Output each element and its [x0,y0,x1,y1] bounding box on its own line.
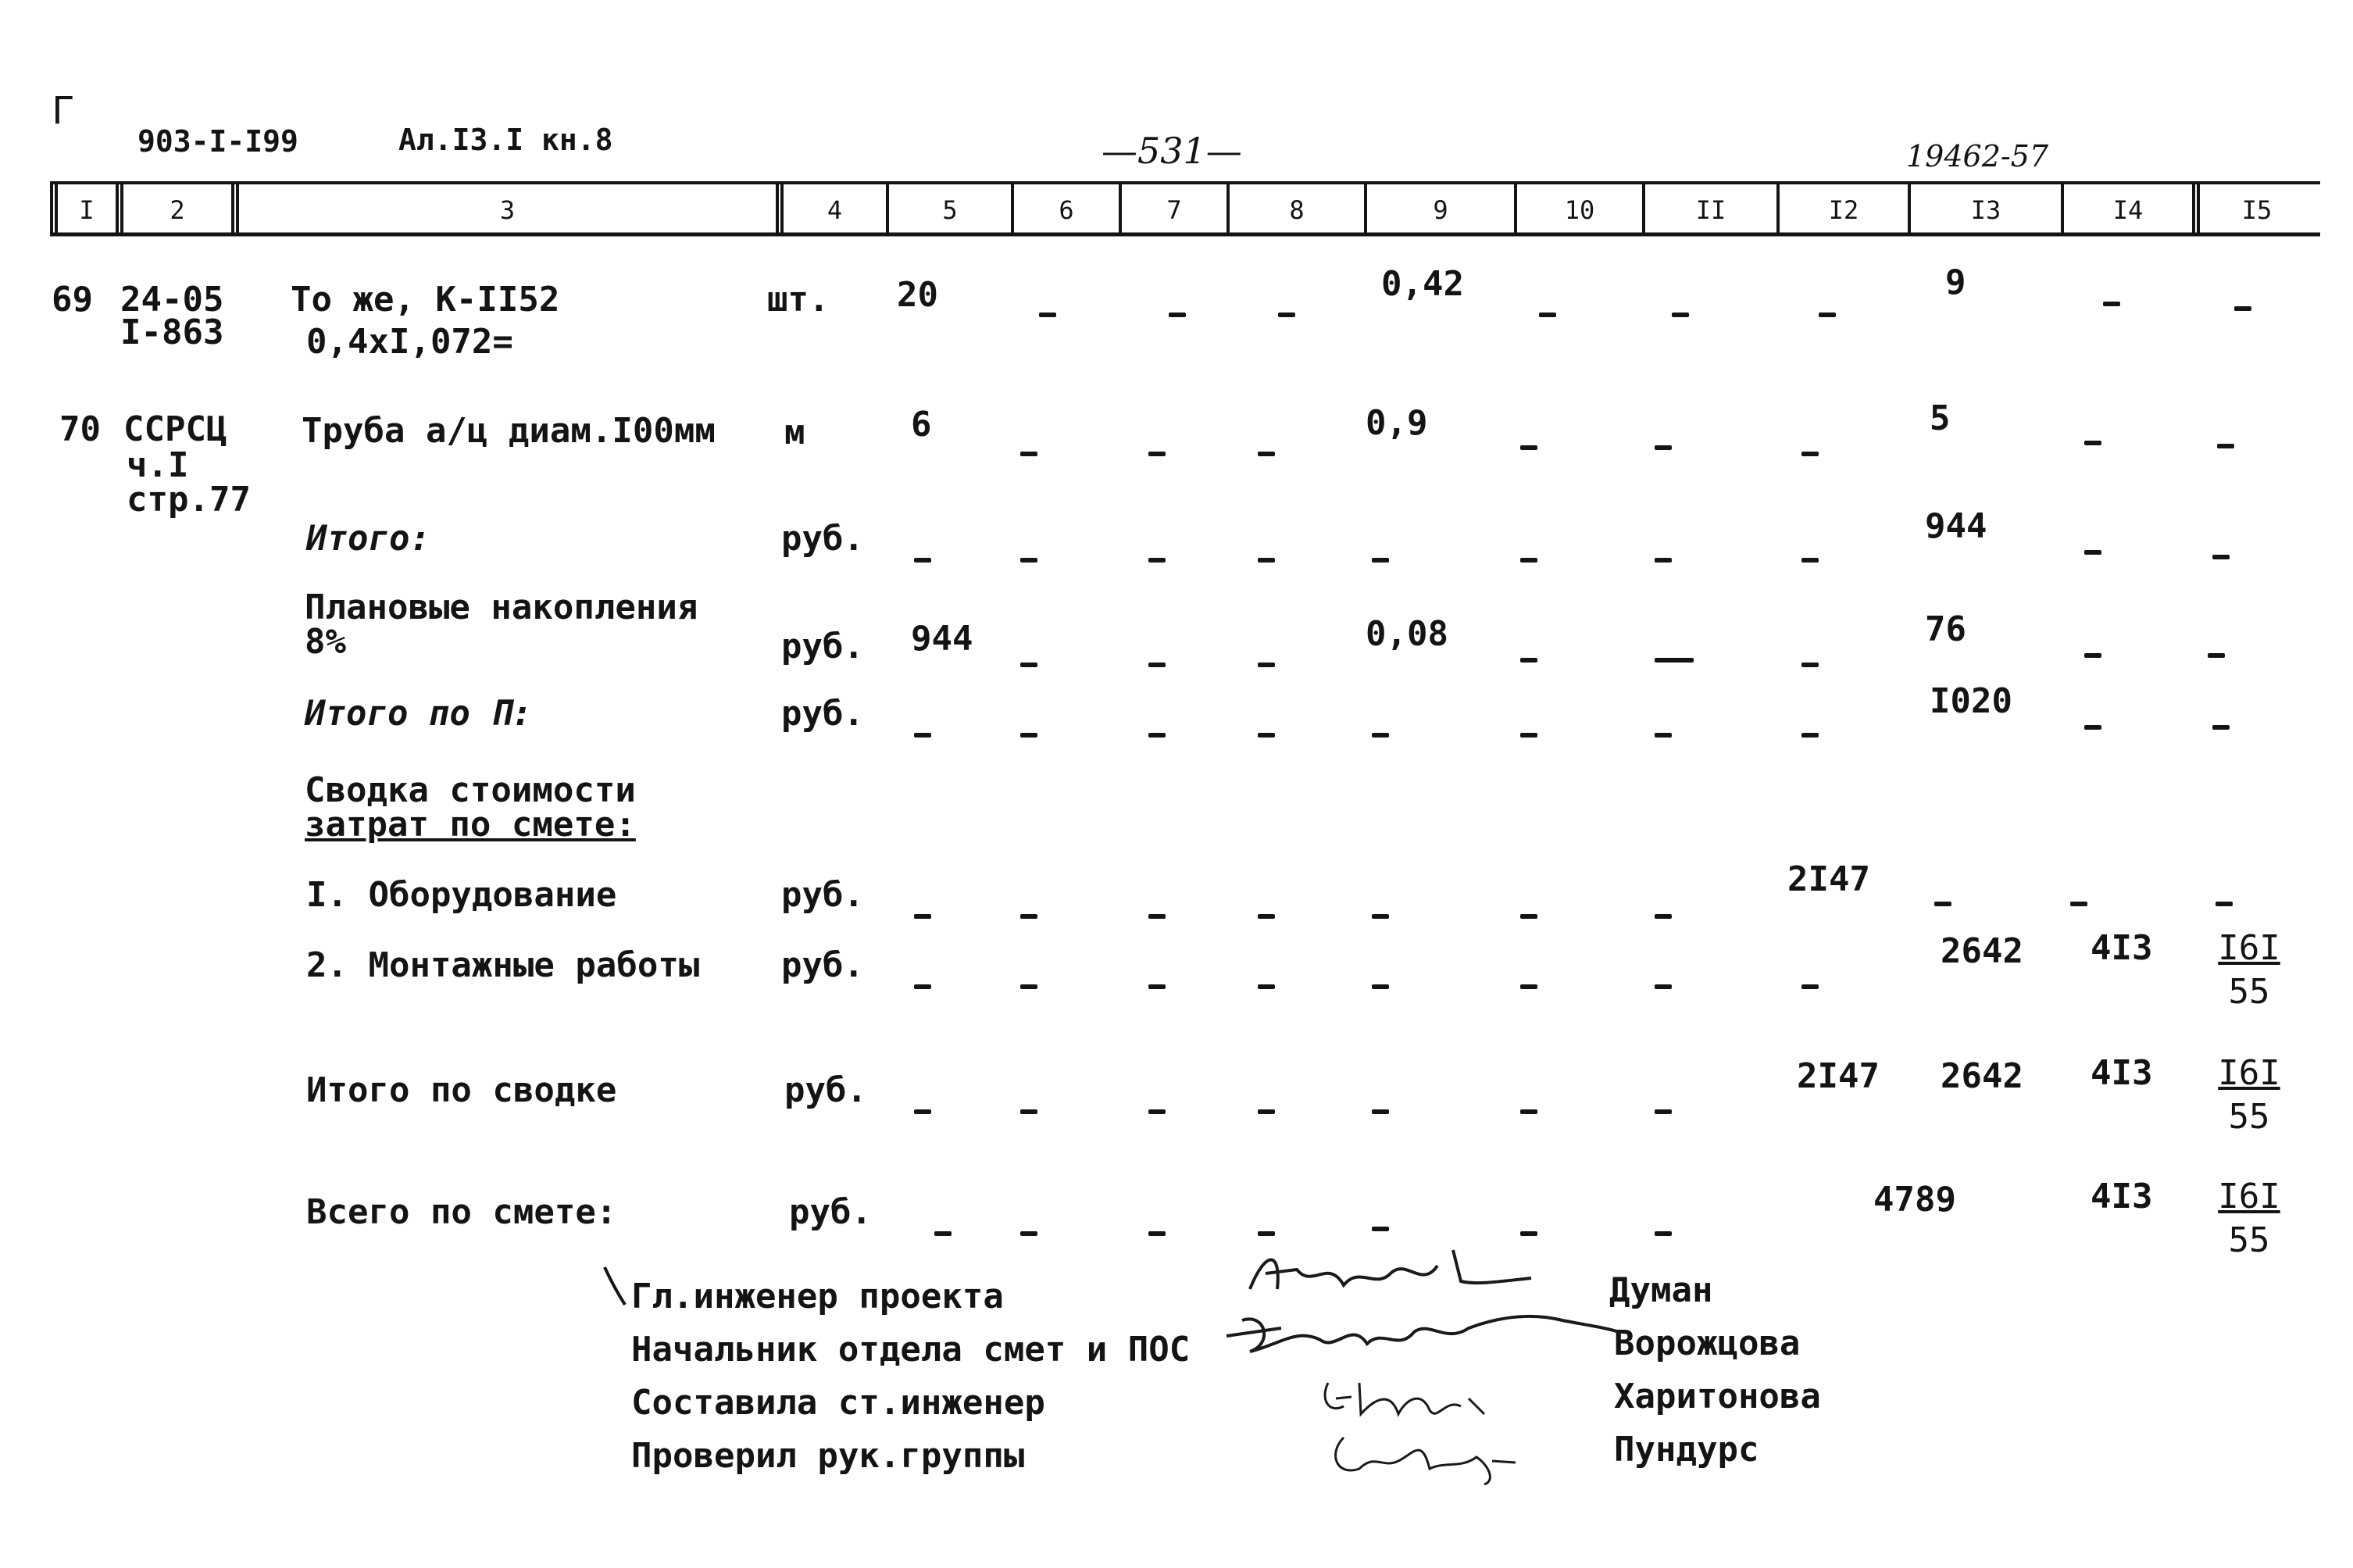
summary-total-col12: 2I47 [1797,1056,1880,1096]
total-section2-dash10 [1520,709,1537,744]
column-header-7: 7 [1166,195,1182,225]
total-section2-dash7 [1148,709,1166,744]
signature-role-checker: Проверил рук.группы [631,1436,1025,1476]
signature-block-bracket [600,1264,631,1311]
installation-dash11 [1655,961,1672,995]
row69-dash7 [1169,289,1186,323]
subtotal-dash7 [1148,534,1166,569]
row70-dash8 [1258,428,1275,463]
page-number: —531— [1102,130,1242,172]
signature-name-vorozhtsova: Ворожцова [1614,1323,1801,1363]
total-section2-dash14 [2084,702,2101,736]
equipment-dash5 [914,891,931,925]
summary-total-col13: 2642 [1941,1056,2023,1096]
grand-total-unit: руб. [789,1192,872,1232]
handwritten-signature-4 [1320,1422,1523,1492]
column-header-10: 10 [1564,195,1595,225]
equipment-dash6 [1020,891,1037,925]
row70-unit: м [784,413,805,452]
equipment-dash9 [1372,891,1389,925]
subtotal-dash14 [2084,527,2101,561]
total-section2-col13: I020 [1930,681,2012,721]
grand-total-dash7 [1148,1208,1166,1242]
subtotal-col13: 944 [1925,506,1987,546]
handwritten-signature-2 [1219,1297,1625,1367]
grand-total-dash9 [1372,1203,1389,1238]
grand-total-label: Всего по смете: [306,1192,617,1232]
column-header-2: 2 [170,195,185,225]
planned-savings-percent: 8% [305,622,346,662]
total-section2-dash8 [1258,709,1275,744]
row69-dash10 [1539,289,1556,323]
installation-col13: 2642 [1941,931,2023,971]
installation-col15-denominator: 55 [2228,972,2270,1012]
installation-unit: руб. [781,945,864,985]
summary-total-col14: 4I3 [2091,1053,2153,1093]
column-header-12: I2 [1828,195,1859,225]
subtotal-dash8 [1258,534,1275,569]
signature-name-kharitonova: Харитонова [1614,1377,1821,1416]
installation-label: 2. Монтажные работы [306,945,700,985]
row69-dash12 [1819,289,1836,323]
corner-mark: Г [52,89,74,133]
subtotal-dash9 [1372,534,1389,569]
row69-name-b: 0,4xI,072= [306,322,513,362]
row69-col9: 0,42 [1381,264,1464,304]
row70-code-c: стр.77 [127,480,251,520]
summary-total-dash11 [1655,1086,1672,1120]
grand-total-col15-fraction [2214,1177,2284,1260]
album-number: Ал.I3.I кн.8 [398,123,613,157]
handwritten-signature-1 [1234,1242,1547,1305]
row70-code-a: ССРСЦ [123,409,227,449]
equipment-label: I. Оборудование [306,875,617,915]
row70-dash7 [1148,428,1166,463]
row69-qty: 20 [897,275,938,315]
row70-dash11 [1655,422,1672,456]
row70-dash10 [1520,422,1537,456]
signature-name-duman: Думан [1609,1270,1713,1310]
row69-dash11 [1672,289,1689,323]
signature-role-chief-engineer: Гл.инженер проекта [631,1277,1004,1316]
row70-dash15 [2217,420,2234,455]
equipment-dash11 [1655,891,1672,925]
grand-total-col12-13: 4789 [1873,1180,1956,1220]
row70-name-a: Труба а/ц диам.I00мм [302,411,716,451]
column-header-11: II [1695,195,1726,225]
subtotal-dash5 [914,534,931,569]
grand-total-dash8 [1258,1208,1275,1242]
equipment-col12: 2I47 [1787,859,1870,899]
summary-total-label: Итого по сводке [306,1070,617,1110]
total-section2-dash12 [1801,709,1819,744]
row70-qty: 6 [911,405,932,445]
installation-dash8 [1258,961,1275,995]
row70-number: 70 [59,409,101,449]
installation-dash7 [1148,961,1166,995]
row69-unit: шт. [767,280,830,320]
summary-total-unit: руб. [784,1070,867,1110]
equipment-dash7 [1148,891,1166,925]
summary-total-dash7 [1148,1086,1166,1120]
planned-savings-dash6 [1020,639,1037,673]
grand-total-dash5 [934,1208,952,1242]
planned-savings-dash10 [1520,634,1537,669]
total-section2-dash5 [914,709,931,744]
summary-total-dash8 [1258,1086,1275,1120]
summary-total-dash5 [914,1086,931,1120]
column-header-15: I5 [2241,195,2273,225]
planned-savings-dash8 [1258,639,1275,673]
equipment-dash10 [1520,891,1537,925]
planned-savings-dash12 [1801,639,1819,673]
grand-total-col15-numerator: I6I [2218,1177,2280,1216]
total-section2-unit: руб. [781,694,864,734]
total-section2-dash9 [1372,709,1389,744]
subtotal-unit: руб. [781,519,864,559]
column-header-8: 8 [1289,195,1305,225]
row69-col13: 9 [1945,263,1966,302]
row70-col9: 0,9 [1366,403,1428,443]
installation-dash5 [914,961,931,995]
cost-summary-heading-a: Сводка стоимости [305,770,636,810]
column-header-6: 6 [1059,195,1074,225]
equipment-unit: руб. [781,875,864,915]
planned-savings-col9: 0,08 [1366,614,1448,654]
planned-savings-label: Плановые накопления [305,588,698,627]
total-section2-dash15 [2212,702,2230,736]
installation-col15-fraction [2214,928,2284,1012]
column-header-3: 3 [499,195,516,225]
column-header-9: 9 [1433,195,1448,225]
doc-code: 903-I-I99 [137,124,298,159]
subtotal-dash10 [1520,534,1537,569]
column-header-13: I3 [1970,195,2001,225]
installation-col15-numerator: I6I [2218,928,2280,968]
planned-savings-dash15 [2208,630,2225,664]
planned-savings-dash11 [1655,634,1694,669]
column-header-5: 5 [942,195,958,225]
equipment-dash14 [2070,878,2087,913]
installation-dash10 [1520,961,1537,995]
summary-total-dash10 [1520,1086,1537,1120]
grand-total-col14: 4I3 [2091,1177,2153,1216]
total-section2-label: Итого по П: [305,694,533,734]
signature-name-pundurs: Пундурс [1614,1430,1759,1470]
row69-name-a: То же, К-II52 [291,280,560,320]
subtotal-label: Итого: [306,519,430,559]
subtotal-dash12 [1801,534,1819,569]
column-header-1: I [79,195,95,225]
summary-total-col15-fraction [2214,1053,2284,1137]
row69-code-a: 24-05 [120,280,224,320]
planned-savings-dash14 [2084,630,2101,664]
row69-number: 69 [52,280,93,320]
summary-total-col15-numerator: I6I [2218,1053,2280,1093]
row69-dash8 [1278,289,1295,323]
planned-savings-unit: руб. [781,627,864,666]
grand-total-dash10 [1520,1208,1537,1242]
row69-code-b: I-863 [120,313,224,352]
handwritten-signature-3 [1312,1367,1500,1430]
subtotal-dash11 [1655,534,1672,569]
planned-savings-dash7 [1148,639,1166,673]
cost-summary-heading-b: затрат по смете: [305,805,636,845]
signature-role-head-estimates: Начальник отдела смет и ПОС [631,1330,1191,1370]
equipment-dash15 [2216,878,2233,913]
signature-role-compiler: Составила ст.инженер [631,1383,1045,1423]
row69-dash15 [2234,283,2251,317]
installation-dash9 [1372,961,1389,995]
subtotal-dash6 [1020,534,1037,569]
row70-dash12 [1801,428,1819,463]
total-section2-dash6 [1020,709,1037,744]
row70-dash14 [2084,417,2101,452]
equipment-dash13 [1934,878,1951,913]
planned-savings-col5: 944 [911,619,973,659]
row70-col13: 5 [1930,398,1951,438]
installation-col14: 4I3 [2091,928,2153,968]
planned-savings-col13: 76 [1925,609,1966,649]
row69-dash6 [1039,289,1056,323]
inventory-number: 19462-57 [1906,139,2049,173]
row70-dash6 [1020,428,1037,463]
total-section2-dash11 [1655,709,1672,744]
grand-total-col15-denominator: 55 [2228,1220,2270,1260]
summary-total-dash9 [1372,1086,1389,1120]
installation-dash12 [1801,961,1819,995]
column-header-14: I4 [2112,195,2144,225]
summary-total-col15-denominator: 55 [2228,1097,2270,1137]
equipment-dash8 [1258,891,1275,925]
summary-total-dash6 [1020,1086,1037,1120]
row70-code-b: ч.I [127,445,189,485]
subtotal-dash15 [2212,531,2230,566]
grand-total-dash11 [1655,1208,1672,1242]
installation-dash6 [1020,961,1037,995]
grand-total-dash6 [1020,1208,1037,1242]
column-header-4: 4 [827,195,843,225]
row69-dash14 [2103,278,2120,313]
